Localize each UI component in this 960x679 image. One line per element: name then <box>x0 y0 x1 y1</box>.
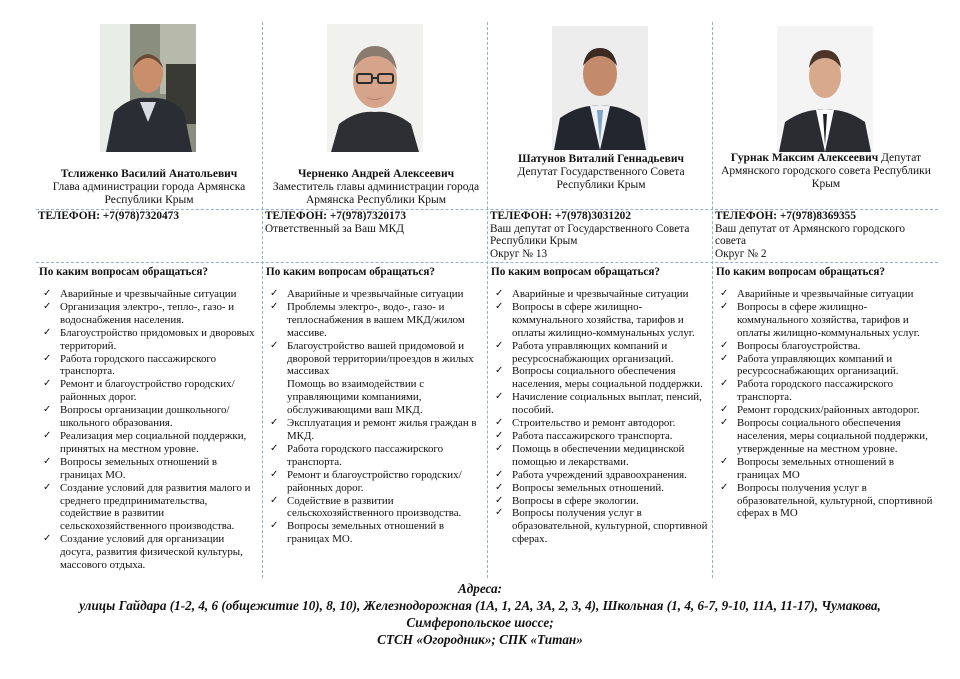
list-item: ✓ Начисление социальных выплат, пенсий, пособий. <box>495 391 702 417</box>
check-icon: ✓ <box>43 481 52 493</box>
questions-heading: По каким вопросам обращаться? <box>266 266 435 278</box>
addresses-line: СТСН «Огородник»; СПК «Титан» <box>377 632 583 647</box>
list-item: ✓ Организация электро-, тепло-, газо- и водоснабжения населения. <box>43 300 235 326</box>
check-icon: ✓ <box>270 288 279 299</box>
questions-heading: По каким вопросам обращаться? <box>39 266 208 278</box>
check-icon: ✓ <box>43 455 52 467</box>
questions-heading: По каким вопросам обращаться? <box>716 266 885 278</box>
list-item: ✓ Вопросы в сфере жилищно-коммунального хозяйства, тарифов и оплаты жилищно-коммунальных услуг. <box>720 300 920 339</box>
check-icon: ✓ <box>270 339 279 351</box>
person-caption <box>717 152 935 191</box>
list-item: ✓ Аварийные и чрезвычайные ситуации <box>270 288 464 300</box>
check-icon: ✓ <box>720 455 729 467</box>
list-item: ✓ Аварийные и чрезвычайные ситуации <box>43 288 237 300</box>
questions-heading: По каким вопросам обращаться? <box>491 266 660 278</box>
check-icon: ✓ <box>720 339 729 351</box>
topics-list <box>488 288 712 546</box>
list-item: ✓ Вопросы социального обеспечения населения, меры социальной поддержки, утвержденные на местном уровне. <box>720 417 928 455</box>
phone-number: ТЕЛЕФОН: +7(978)7320173 <box>265 210 406 222</box>
topics-list <box>36 288 260 572</box>
check-icon: ✓ <box>43 429 52 441</box>
topics-list <box>263 288 487 546</box>
list-item: ✓ Аварийные и чрезвычайные ситуации <box>495 288 689 300</box>
responsibility-text: Ваш депутат от Армянского городского совета <box>715 222 906 248</box>
person-card-4 <box>713 22 938 578</box>
check-icon: ✓ <box>43 300 52 312</box>
check-icon: ✓ <box>720 352 729 364</box>
check-icon: ✓ <box>43 288 52 299</box>
check-icon: ✓ <box>495 365 504 377</box>
list-item: ✓ Работа управляющих компаний и ресурсоснабжающих организаций. <box>495 339 674 365</box>
person-card-2 <box>263 22 488 578</box>
person-role: Глава администрации города Армянска Республики Крым <box>52 181 246 206</box>
check-icon: ✓ <box>495 391 504 403</box>
list-item: ✓ Вопросы земельных отношений в границах МО. <box>43 455 218 481</box>
list-item: ✓ Вопросы земельных отношений в границах МО. <box>270 520 445 546</box>
person-role: Депутат Армянского городского совета Республики Крым <box>721 152 931 190</box>
person-photo <box>327 24 423 152</box>
list-item: ✓ Эксплуатация и ремонт жилья граждан в МКД. <box>270 417 477 442</box>
person-photo <box>777 26 873 152</box>
list-item: ✓ Работа городского пассажирского транспорта. <box>270 442 444 468</box>
list-item: ✓ Создание условий для развития малого и среднего предпринимательства, содействие в развитии сельскохозяйственного производства. <box>43 481 251 533</box>
check-icon: ✓ <box>270 300 279 312</box>
check-icon: ✓ <box>495 288 504 299</box>
list-item: ✓ Строительство и ремонт автодорог. <box>495 417 676 430</box>
list-item: ✓ Вопросы благоустройства. <box>720 339 861 352</box>
person-photo <box>552 26 648 150</box>
check-icon: ✓ <box>270 468 279 480</box>
addresses-line: улицы Гайдара (1-2, 4, 6 (общежитие 10), 8, 10), Железнодорожная (1А, 1, 2А, 3А, 2, 3, 4), Школьная (1, 4, 6-7, 9-10, 11А, 11-17), Чумакова, <box>79 598 881 613</box>
district-text: Округ № 2 <box>715 247 767 260</box>
person-caption <box>267 168 485 207</box>
person-role: Депутат Государственного Совета Республики Крым <box>517 166 685 191</box>
check-icon: ✓ <box>495 417 504 429</box>
person-role: Заместитель главы администрации города Армянска Республики Крым <box>272 181 480 206</box>
list-item: ✓ Вопросы социального обеспечения населения, меры социальной поддержки. <box>495 365 703 391</box>
check-icon: ✓ <box>270 417 279 429</box>
check-icon: ✓ <box>495 300 504 312</box>
list-item: ✓ Ремонт и благоустройство городских/районных дорог. <box>270 468 462 494</box>
phone-block <box>490 210 710 260</box>
check-icon: ✓ <box>270 442 279 454</box>
list-item: ✓ Работа управляющих компаний и ресурсоснабжающих организаций. <box>720 352 899 378</box>
check-icon: ✓ <box>270 520 279 532</box>
check-icon: ✓ <box>495 481 504 493</box>
list-item: ✓ Работа городского пассажирского транспорта. <box>43 352 217 378</box>
list-item: ✓ Вопросы в сфере экологии. <box>495 494 639 507</box>
person-name: Тслиженко Василий Анатольевич <box>60 168 238 180</box>
person-photo <box>100 24 196 152</box>
check-icon: ✓ <box>495 507 504 519</box>
check-icon: ✓ <box>495 442 504 454</box>
responsibility-text: Ответственный за Ваш МКД <box>265 222 404 235</box>
list-item: ✓ Вопросы организации дошкольного/школьного образования. <box>43 404 230 430</box>
phone-block <box>265 210 485 235</box>
check-icon: ✓ <box>720 378 729 390</box>
list-item: ✓ Ремонт и благоустройство городских/районных дорог. <box>43 378 235 404</box>
person-name: Гурнак Максим Алексеевич <box>730 152 879 164</box>
list-item: ✓ Проблемы электро-, водо-, газо- и теплоснабжения в вашем МКД/жилом массиве. <box>270 300 465 339</box>
list-item: ✓ Содействие в развитии сельскохозяйственного производства. <box>270 494 462 520</box>
list-item: ✓ Вопросы земельных отношений в границах МО <box>720 455 895 481</box>
check-icon: ✓ <box>720 481 729 493</box>
phone-block <box>715 210 935 260</box>
check-icon: ✓ <box>495 494 504 506</box>
list-item: ✓ Помощь в обеспечении медицинской помощью и лекарствами. <box>495 442 685 468</box>
check-icon: ✓ <box>270 494 279 506</box>
person-name: Черненко Андрей Алексеевич <box>297 168 455 180</box>
list-item: ✓ Вопросы получения услуг в образовательной, культурной, спортивной сферах в МО <box>720 481 933 520</box>
phone-number: ТЕЛЕФОН: +7(978)3031202 <box>490 210 631 222</box>
contacts-grid <box>36 22 938 578</box>
district-text: Округ № 13 <box>490 247 548 260</box>
person-name: Шатунов Виталий Геннадьевич <box>518 153 684 165</box>
check-icon: ✓ <box>495 339 504 351</box>
list-item: ✓ Работа пассажирского транспорта. <box>495 429 673 442</box>
check-icon: ✓ <box>720 404 729 416</box>
check-icon: ✓ <box>495 429 504 441</box>
phone-block <box>38 210 258 223</box>
check-icon: ✓ <box>720 300 729 312</box>
addresses-line: Симферопольское шоссе; <box>406 615 554 630</box>
check-icon: ✓ <box>43 378 52 390</box>
responsibility-text: Ваш депутат от Государственного Совета Республики Крым <box>490 222 690 248</box>
person-card-3 <box>488 22 713 578</box>
check-icon: ✓ <box>495 468 504 480</box>
list-item: ✓ Аварийные и чрезвычайные ситуации <box>720 288 914 300</box>
list-item: ✓ Создание условий для организации досуга, развития физической культуры, массового отдыха. <box>43 533 243 572</box>
topics-list <box>713 288 937 520</box>
phone-number: ТЕЛЕФОН: +7(978)8369355 <box>715 210 856 222</box>
person-caption <box>492 153 710 192</box>
list-item: ✓ Вопросы земельных отношений. <box>495 481 664 494</box>
check-icon: ✓ <box>43 533 52 545</box>
list-item: ✓ Реализация мер социальной поддержки, принятых на местном уровне. <box>43 429 247 455</box>
check-icon: ✓ <box>720 417 729 429</box>
person-caption <box>40 168 258 207</box>
check-icon: ✓ <box>43 404 52 416</box>
check-icon: ✓ <box>720 288 729 299</box>
list-item: ✓ Вопросы в сфере жилищно-коммунального хозяйства, тарифов и оплаты жилищно-коммунальных услуг. <box>495 300 695 339</box>
addresses-title: Адреса: <box>457 581 503 596</box>
list-item: ✓ Вопросы получения услуг в образовательной, культурной, спортивной сферах. <box>495 507 708 546</box>
person-card-1 <box>36 22 261 578</box>
list-item: ✓ Работа учреждений здравоохранения. <box>495 468 687 481</box>
check-icon: ✓ <box>43 352 52 364</box>
list-item: ✓ Ремонт городских/районных автодорог. <box>720 404 920 417</box>
check-icon: ✓ <box>43 326 52 338</box>
list-item: ✓ Благоустройство придомовых и дворовых территорий. <box>43 326 255 352</box>
list-item: Помощь во взаимодействии с управляющими компаниями, обслуживающими ваш МКД. <box>287 378 425 417</box>
list-item: ✓ Работа городского пассажирского транспорта. <box>720 378 894 404</box>
phone-number: ТЕЛЕФОН: +7(978)7320473 <box>38 210 179 222</box>
list-item: ✓ Благоустройство вашей придомовой и дворовой территории/проездов в жилых массивах <box>270 339 474 378</box>
